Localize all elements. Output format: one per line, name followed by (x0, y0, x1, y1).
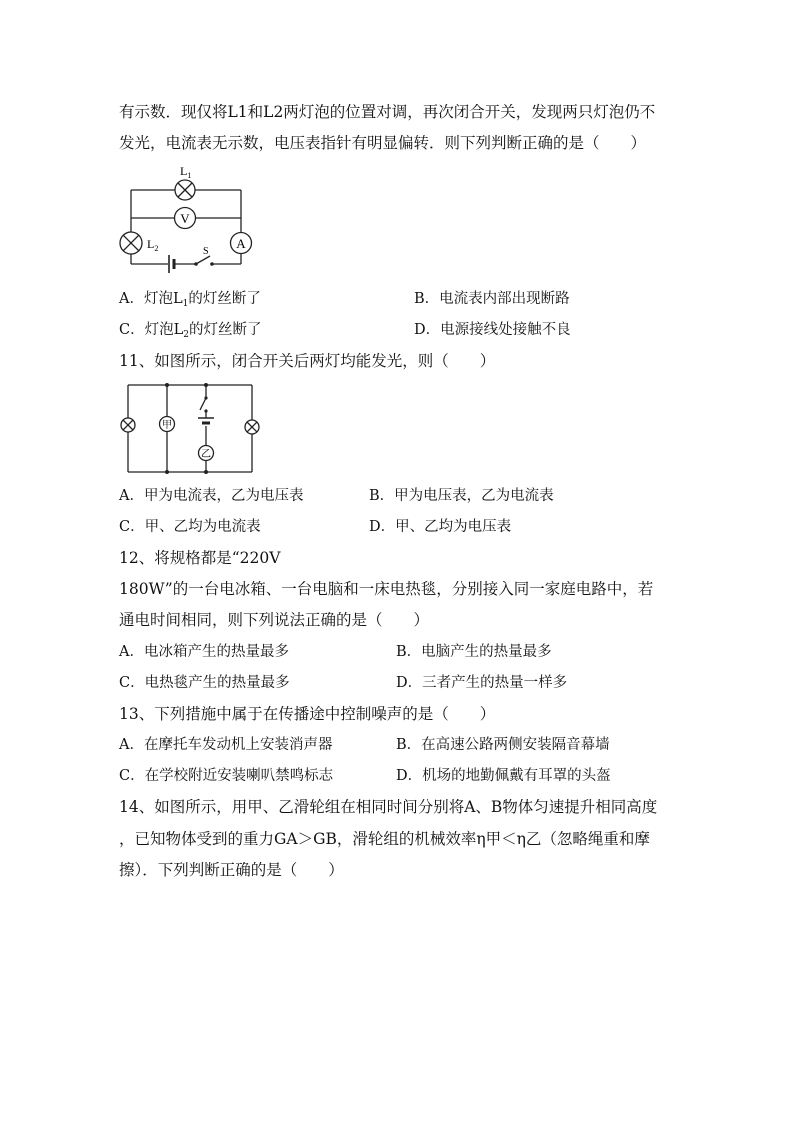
meter-yi-label: 乙 (201, 449, 211, 460)
q12-line-2: 180W”的一台电冰箱、一台电脑和一床电热毯，分别接入同一家庭电路中，若 (119, 580, 654, 598)
q10-option-c: C．灯泡$L_2$的灯丝断了 (119, 322, 262, 340)
q13-option-d: D．机场的地勤佩戴有耳罩的头盔 (396, 768, 611, 784)
q10-option-d: D．电源接线处接触不良 (414, 322, 571, 338)
label-switch: S (203, 246, 209, 257)
q11-option-c: C．甲、乙均为电流表 (119, 519, 261, 535)
q10-circuit-diagram (118, 162, 258, 272)
q12-option-a: A．电冰箱产生的热量最多 (119, 644, 289, 660)
q10-option-a: A．灯泡$L_1$的灯丝断了 (119, 291, 261, 309)
lamp-l2-icon (120, 232, 142, 254)
lamp-right-icon (245, 420, 259, 434)
q11-option-a: A．甲为电流表，乙为电压表 (119, 488, 304, 504)
q13-option-c: C．在学校附近安装喇叭禁鸣标志 (119, 768, 334, 784)
label-l2: $L_2$ (147, 237, 159, 253)
meter-jia-label: 甲 (162, 420, 172, 431)
q10-line-1: 有示数．现仅将L1和L2两灯泡的位置对调，再次闭合开关，发现两只灯泡仍不 (119, 103, 656, 121)
q11-option-b: B．甲为电压表，乙为电流表 (369, 488, 554, 504)
q11-stem: 11、如图所示，闭合开关后两灯均能发光，则（ ） (119, 352, 496, 370)
q14-line-3: 擦）．下列判断正确的是（ ） (119, 861, 344, 879)
voltmeter-label: V (180, 211, 190, 226)
q11-circuit-diagram (118, 380, 268, 480)
q12-option-b: B．电脑产生的热量最多 (396, 644, 552, 660)
q12-line-3: 通电时间相同，则下列说法正确的是（ ） (119, 611, 430, 629)
q14-line-2: ，已知物体受到的重力GA＞GB，滑轮组的机械效率η甲＜η乙（忽略绳重和摩 (119, 830, 650, 848)
q13-stem: 13、下列措施中属于在传播途中控制噪声的是（ ） (119, 705, 496, 723)
lamp-left-icon (121, 418, 135, 432)
q10-line-2: 发光，电流表无示数，电压表指针有明显偏转．则下列判断正确的是（ ） (119, 134, 647, 152)
lamp-l1-icon (175, 180, 195, 200)
label-l1: $L_1$ (180, 164, 192, 180)
q14-line-1: 14、如图所示，用甲、乙滑轮组在相同时间分别将A、B物体匀速提升相同高度 (119, 798, 658, 816)
q13-option-a: A．在摩托车发动机上安装消声器 (119, 737, 333, 753)
q12-option-c: C．电热毯产生的热量最多 (119, 675, 290, 691)
q13-option-b: B．在高速公路两侧安装隔音幕墙 (396, 737, 610, 753)
q11-option-d: D．甲、乙均为电压表 (369, 519, 512, 535)
q12-option-d: D．三者产生的热量一样多 (396, 675, 568, 691)
q12-line-1: 12、将规格都是“220V (119, 549, 281, 567)
q10-option-b: B．电流表内部出现断路 (414, 291, 570, 307)
ammeter-label: A (236, 236, 246, 251)
